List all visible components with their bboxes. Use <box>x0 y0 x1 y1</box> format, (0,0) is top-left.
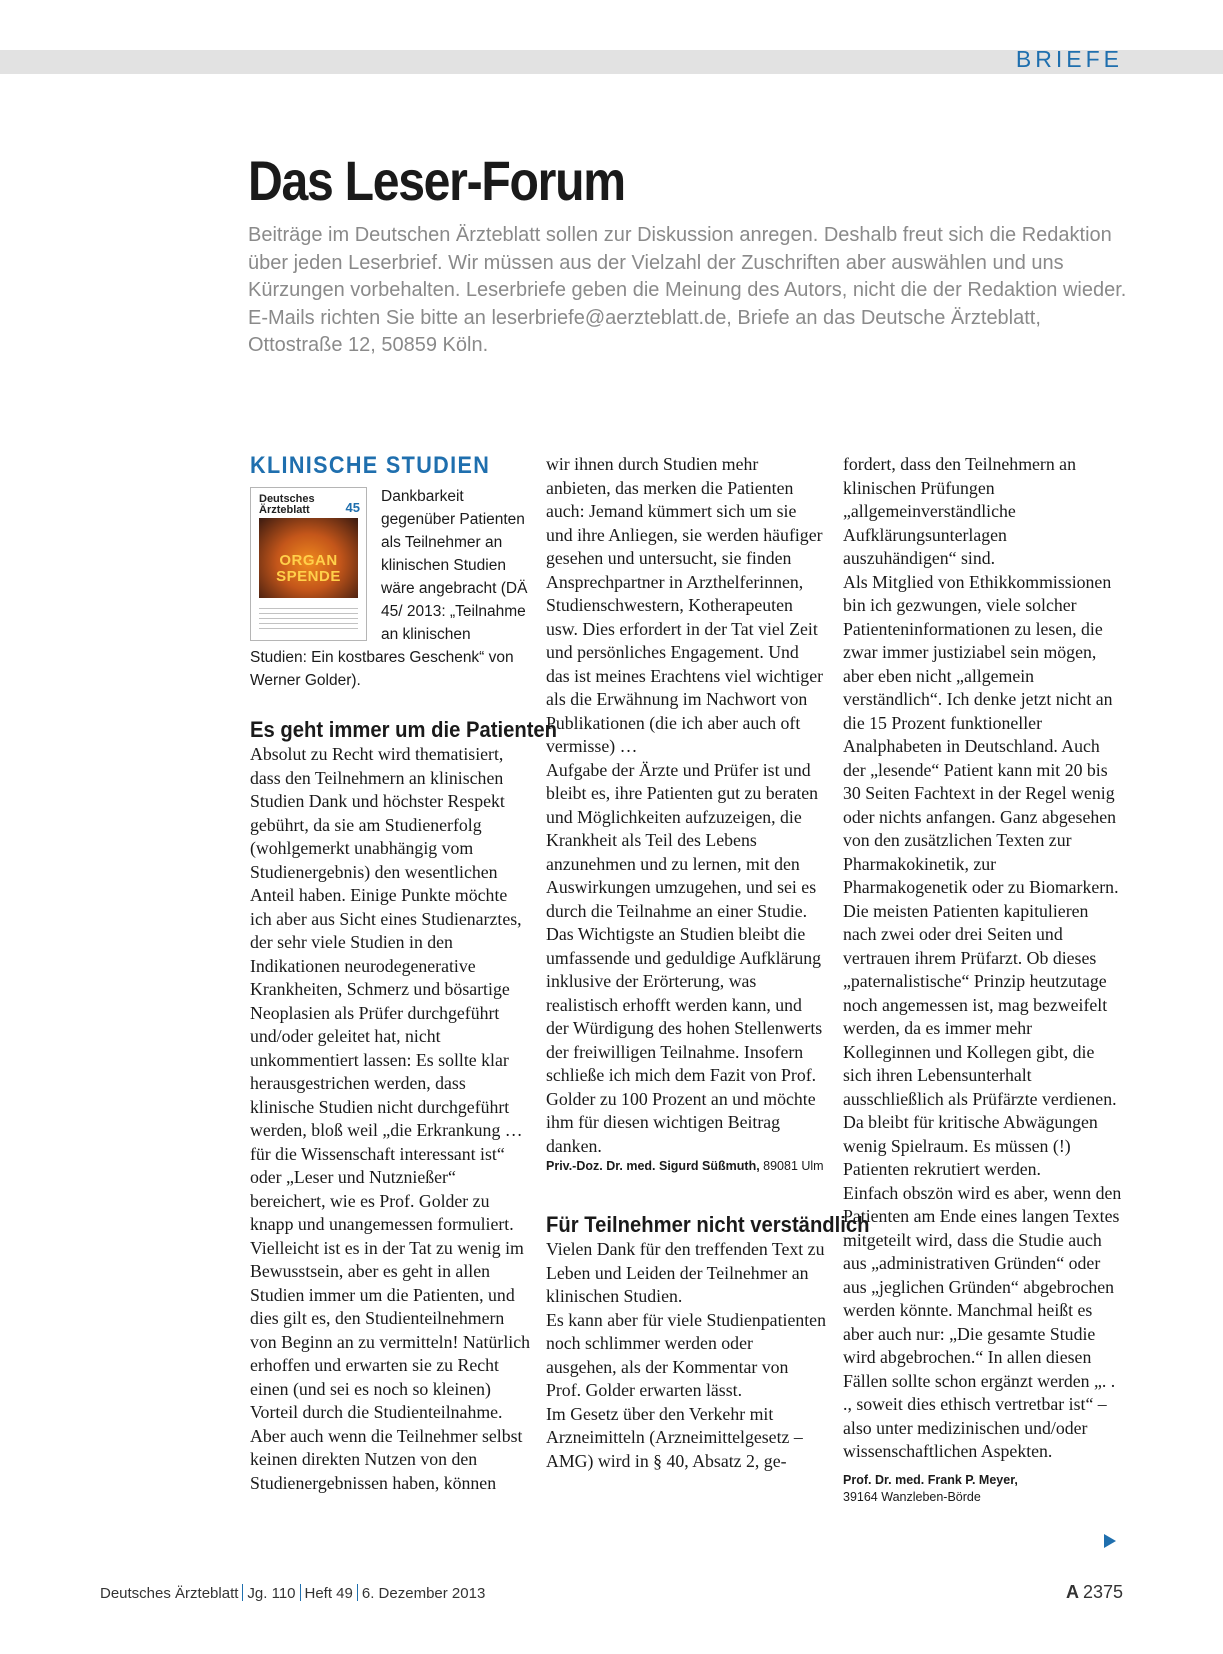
column-2 <box>546 453 870 1473</box>
intro-text: Beiträge im Deutschen Ärzteblatt sollen zur Diskussion anregen. Deshalb freut sich die Redaktion über jeden Leserbrief. Wir müssen aus der Vielzahl der Zuschriften aber auswählen und uns Kürzungen vorbehalten. Leserbriefe geben die Meinung des Autors, nicht die der Redaktion wieder. E-Mails richten Sie bitte an leserbriefe@aerzteblatt.de, Briefe an das Deutsche Ärzteblatt, Ottostraße 12, 50859 Köln. <box>248 224 1127 356</box>
footer-volume: Jg. 110 <box>247 1585 296 1602</box>
footer-date: 6. Dezember 2013 <box>361 1585 486 1602</box>
footer-journal: Deutsches Ärzteblatt <box>100 1585 239 1602</box>
continue-arrow-icon <box>1104 1534 1116 1548</box>
column-3 <box>843 453 1123 1506</box>
cover-text-lines <box>259 608 358 630</box>
page-number-prefix: A <box>1065 1582 1079 1602</box>
letter-2-paragraph-1: Vielen Dank für den treffenden Text zu Leben und Leiden der Teilnehmer an klinischen Studien. <box>546 1239 825 1306</box>
letter-1-paragraph-1: Absolut zu Recht wird thematisiert, dass den Teilnehmern an klinischen Studien Dank und höchster Respekt gebührt, da sie am Studienerfolg (wohlgemerkt unabhängig vom Studienergebnis) den wesentlichen Anteil haben. Einige Punkte möchte ich aber aus Sicht eines Studienarztes, der sehr viele Studien in den Indikationen neurodegenerative Krankheiten, Schmerz und bösartige Neoplasien als Prüfer durchgeführt und/oder geleitet hat, nicht unkommentiert lassen: Es sollte klar herausgestrichen werden, dass klinische Studien nicht durchgeführt werden, bloß weil „die Erkrankung … für die Wissenschaft interessant ist“ oder „Leser und Nutznießer“ bereichert, wie es Prof. Golder zu knapp und unangemessen formuliert. Vielleicht ist es in der Tat zu wenig im Bewusstsein, aber es geht in allen Studien immer um die Patienten, und dies gilt es, den Studienteilnehmern von Beginn an zu vermitteln! Natürlich erhoffen und erwarten sie zu Recht einen (und sei es noch so kleinen) Vorteil durch die Studienteilnahme. Aber auch wenn die Teilnehmer selbst keinen direkten Nutzen von den Studienergebnissen haben, können <box>250 744 530 1493</box>
topic-teaser: Dankbarkeit gegenüber Patienten als Teilnehmer an klinischen Studien wäre angebracht (DÄ 45/ 2013: „Teilnahme an klinischen Studien: Ein kostbares Geschenk“ von Werner Golder). <box>250 488 528 689</box>
letter-2-paragraph-3-continued: fordert, dass den Teilnehmern an klinischen Prüfungen „allgemeinverständliche Aufklärungsunterlagen auszuhändigen“ sind. <box>843 454 1076 568</box>
letter-1-headline-text: Es geht immer um die Patienten <box>250 717 558 742</box>
letter-1-author <box>546 1158 826 1175</box>
letter-2-paragraph-2: Es kann aber für viele Studienpatienten noch schlimmer werden oder ausgehen, als der Kommentar von Prof. Golder erwarten lässt. <box>546 1309 826 1400</box>
topic-kicker: KLINISCHE STUDIEN <box>250 452 491 479</box>
letter-1-headline <box>250 717 558 742</box>
footer-citation <box>100 1584 485 1602</box>
magazine-cover-thumbnail <box>250 487 367 641</box>
page-title: Das Leser-Forum <box>248 149 625 212</box>
column-1 <box>250 452 558 1495</box>
page-number <box>1066 1582 1123 1603</box>
page-number-value: 2375 <box>1082 1582 1123 1602</box>
letter-2-author-place: 39164 Wanzleben-Börde <box>843 1489 981 1504</box>
footer-separator <box>300 1584 301 1601</box>
cover-headline: ORGAN SPENDE <box>276 552 341 585</box>
letter-1-author-place: 89081 Ulm <box>759 1159 824 1173</box>
letter-1-author-name: Priv.-Doz. Dr. med. Sigurd Süßmuth, <box>546 1159 760 1173</box>
letter-2-paragraph-3: Im Gesetz über den Verkehr mit Arzneimitteln (Arzneimittelgesetz – AMG) wird in § 40, Absatz 2, ge- <box>546 1403 803 1471</box>
letter-2-headline <box>546 1212 870 1237</box>
footer-separator <box>242 1584 243 1601</box>
letter-2-paragraph-4: Als Mitglied von Ethikkommissionen bin ich gezwungen, viele solcher Patienteninformationen zu lesen, die zwar immer justiziabel sein mögen, aber eben nicht „allgemein verständlich“. Ich denke jetzt nicht an die 15 Prozent funktioneller Analphabeten in Deutschland. Auch der „lesende“ Patient kann mit 20 bis 30 Seiten Fachtext in der Regel wenig oder nichts anfangen. Ganz abgesehen von den zusätzlichen Texten zur Pharmakokinetik, zur Pharmakogenetik oder zu Biomarkern. Die meisten Patienten kapitulieren nach zwei oder drei Seiten und vertrauen ihrem Prüfarzt. Ob dieses „paternalistische“ Prinzip heutzutage noch angemessen ist, mag bezweifelt werden, da es immer mehr Kolleginnen und Kollegen gibt, die sich ihren Lebensunterhalt ausschließlich als Prüfärzte verdienen. Da bleibt für kritische Abwägungen wenig Spielraum. Es müssen (!) Patienten rekrutiert werden. <box>843 571 1119 1179</box>
footer-separator <box>357 1584 358 1601</box>
letter-2-author-name: Prof. Dr. med. Frank P. Meyer, <box>843 1472 1018 1487</box>
cover-brand: Deutsches Ärzteblatt <box>259 493 315 516</box>
cover-issue-number: 45 <box>345 500 360 515</box>
footer-issue: Heft 49 <box>304 1585 353 1602</box>
letter-2-headline-text: Für Teilnehmer nicht verständlich <box>546 1212 870 1237</box>
letter-2-paragraph-5: Einfach obszön wird es aber, wenn den Patienten am Ende eines langen Textes mitgeteilt wird, dass die Studie auch aus „administrativen Gründen“ oder aus „jeglichen Gründen“ abgebrochen werden könnte. Manchmal heißt es aber auch nur: „Die gesamte Studie wird abgebrochen.“ In allen diesen Fällen sollte schon ergänzt werden „. . ., soweit dies ethisch vertretbar ist“ – also unter medizinischen und/oder wissenschaftlichen Aspekten. <box>843 1182 1122 1461</box>
letter-1-paragraph-1-continued: wir ihnen durch Studien mehr anbieten, das merken die Patienten auch: Jemand kümmert sich um sie und ihre Anliegen, sie werden häufiger gesehen und untersucht, sie finden Ansprechpartner in Arzthelferinnen, Studienschwestern, Kotherapeuten usw. Dies erfordert in der Tat viel Zeit und persönliches Engagement. Und das ist meines Erachtens viel wichtiger als die Erwähnung im Nachwort von Publikationen (die ich aber auch oft vermisse) … <box>546 454 824 756</box>
section-label: BRIEFE <box>1015 46 1123 72</box>
letter-2-author <box>843 1472 1123 1506</box>
letter-1-paragraph-2: Aufgabe der Ärzte und Prüfer ist und bleibt es, ihre Patienten gut zu beraten und Möglichkeiten aufzuzeigen, die Krankheit als Teil des Lebens anzunehmen und zu lernen, mit den Auswirkungen umzugehen, und sei es durch die Teilnahme an einer Studie. Das Wichtigste an Studien bleibt die umfassende und geduldige Aufklärung inklusive der Erörterung, was realistisch erhofft werden kann, und der Würdigung des hohen Stellenwerts der freiwilligen Teilnahme. Insofern schließe ich mich dem Fazit von Prof. Golder zu 100 Prozent an und möchte ihm für diesen wichtigen Beitrag danken. <box>546 759 823 1156</box>
